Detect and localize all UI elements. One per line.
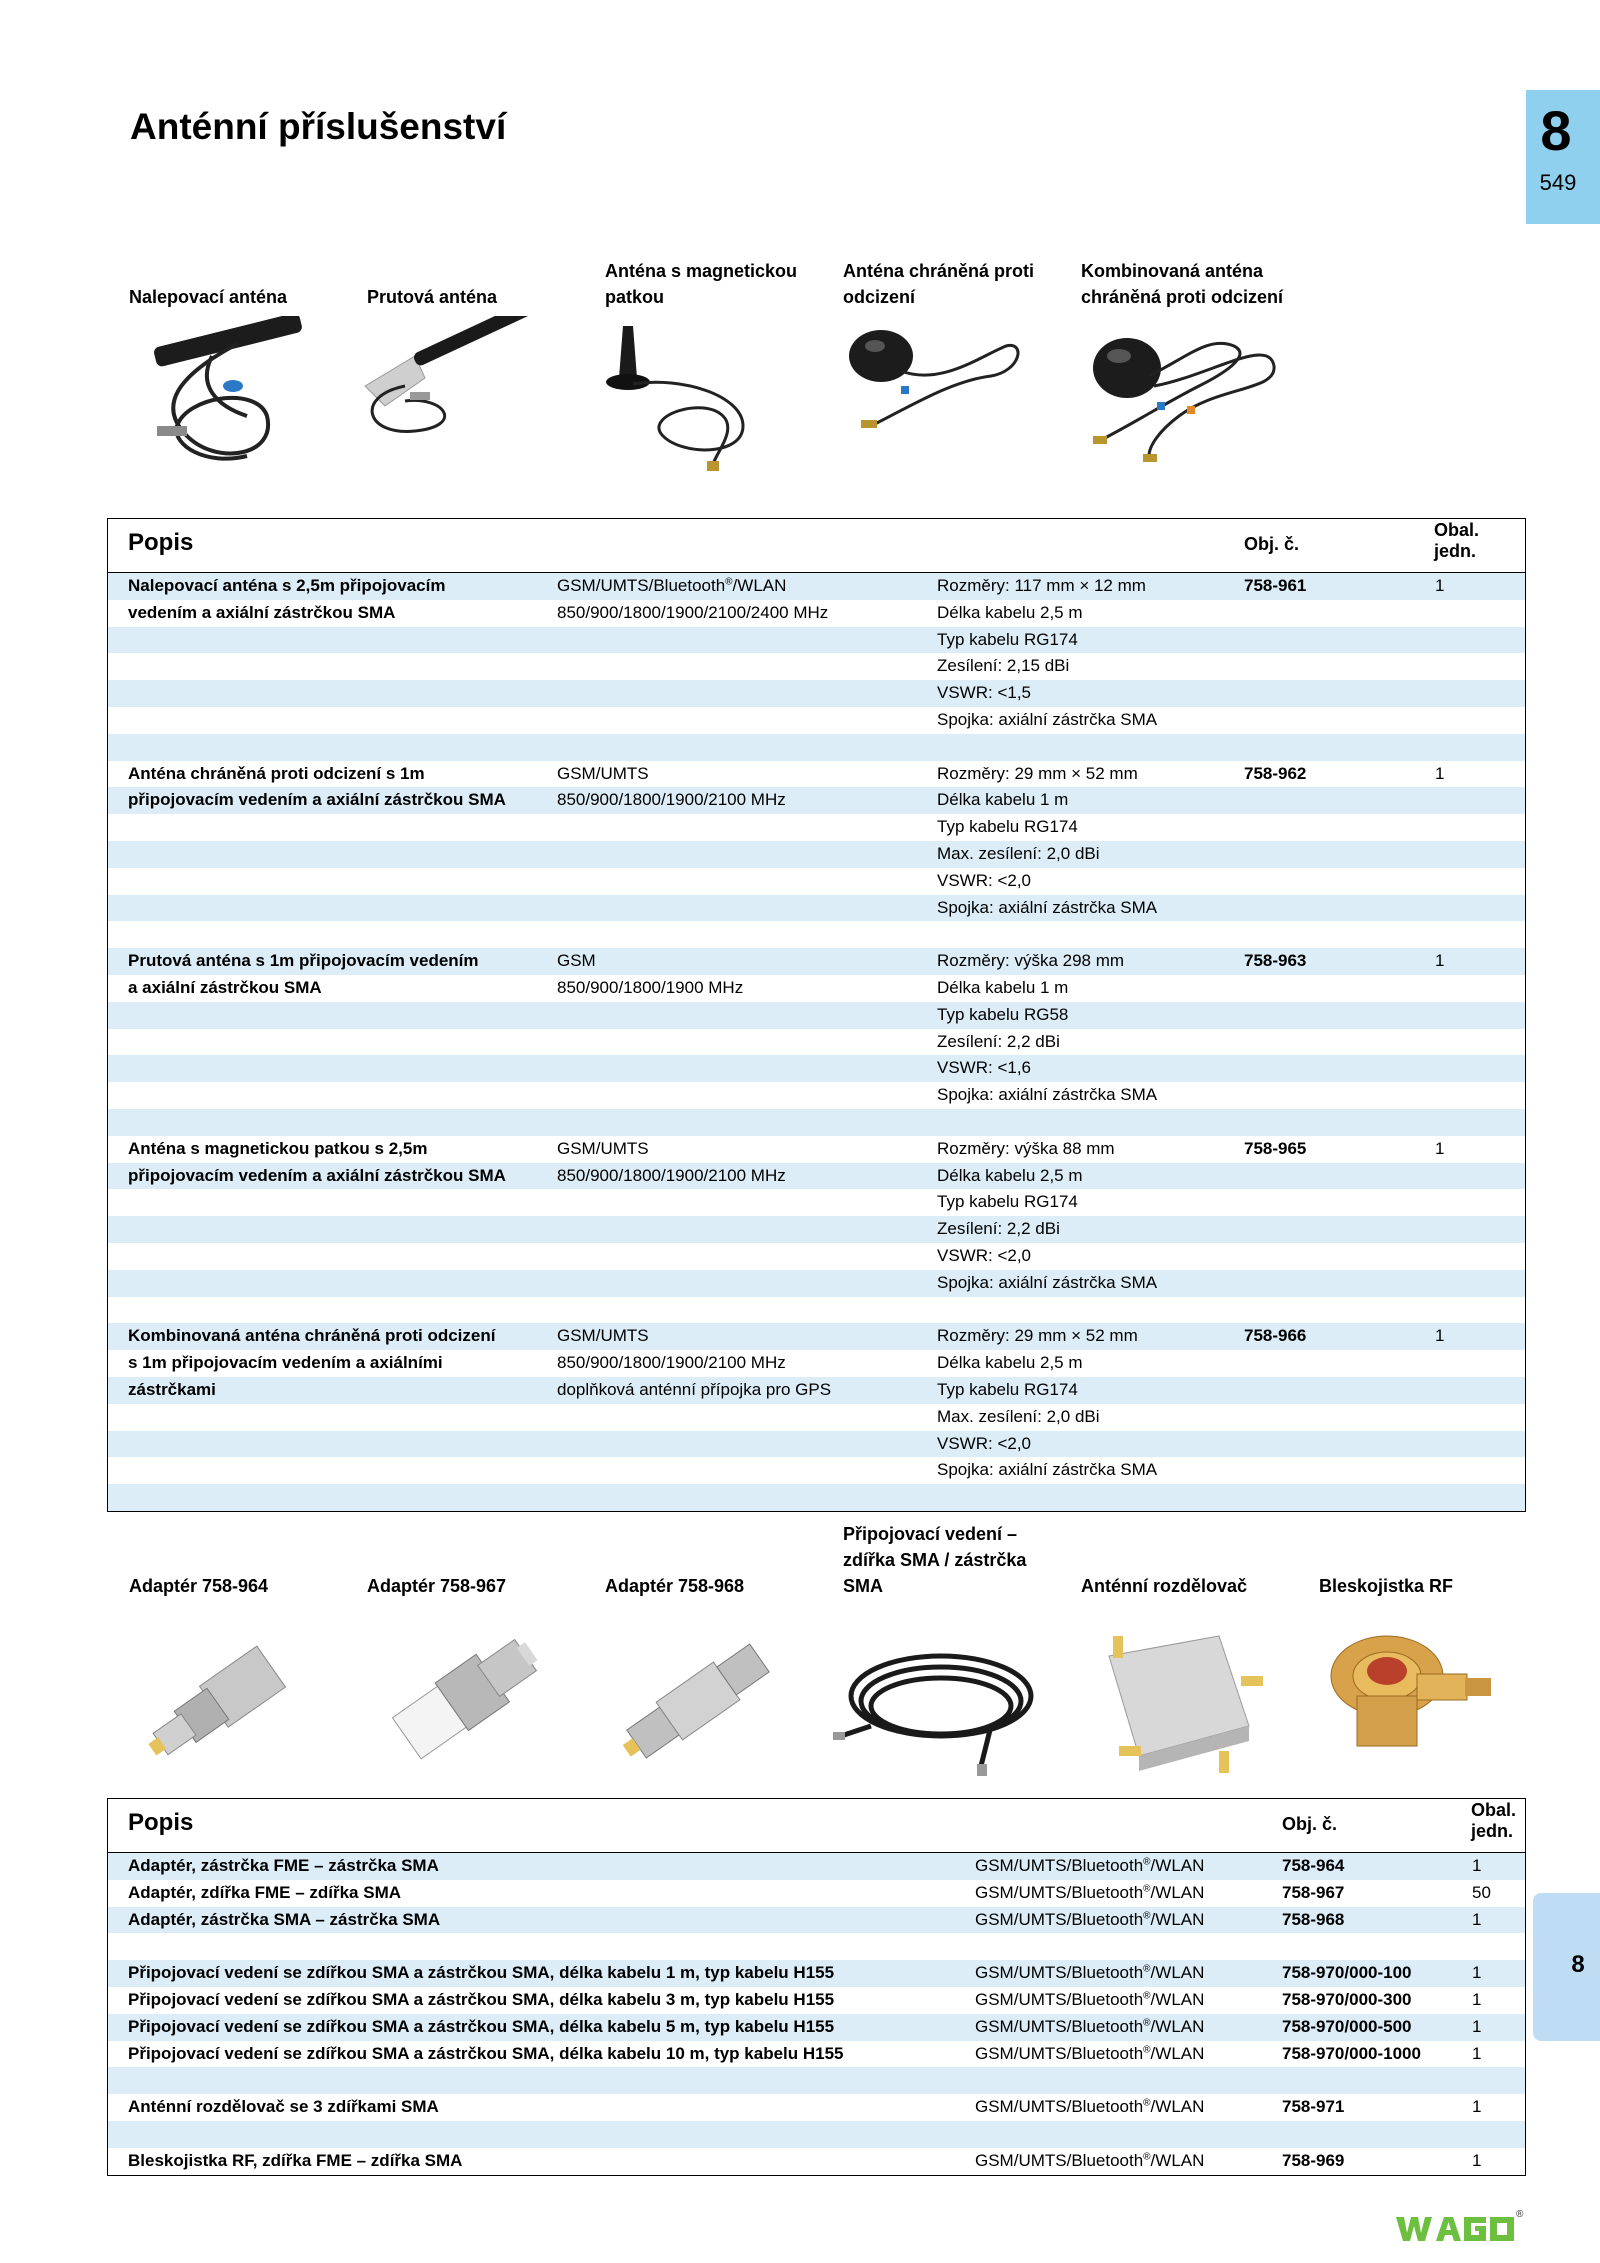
table-row	[108, 814, 1525, 841]
connecting-cable-image	[831, 1616, 1041, 1786]
description-cell: Kombinovaná anténa chráněná proti odcizení	[128, 1326, 496, 1346]
column-popis: Popis	[128, 529, 194, 556]
description-cell: Adaptér, zástrčka SMA – zástrčka SMA	[128, 1909, 441, 1929]
table-row	[108, 1484, 1525, 1511]
pack-unit-cell: 1	[1472, 2150, 1482, 2170]
frequency-cell: GSM/UMTS/Bluetooth®/WLAN	[975, 2043, 1205, 2063]
product-label: Adaptér 758-964	[129, 1576, 269, 1596]
table-row	[108, 1243, 1525, 1270]
table-row	[108, 1189, 1525, 1216]
specification-cell: Typ kabelu RG174	[937, 629, 1078, 649]
accessory-table	[107, 1798, 1526, 2176]
page-title: Anténní příslušenství	[130, 106, 507, 147]
pack-unit-cell: 50	[1472, 1882, 1491, 1902]
product-label: Anténní rozdělovač	[1081, 1576, 1248, 1596]
specification-cell: VSWR: <2,0	[937, 870, 1032, 890]
antenna-table	[107, 518, 1526, 1512]
table-row	[108, 1350, 1525, 1377]
specification-cell: Rozměry: výška 88 mm	[937, 1138, 1115, 1158]
frequency-cell: GSM/UMTS/Bluetooth®/WLAN	[975, 1909, 1205, 1929]
adapter-964-image	[117, 1616, 327, 1786]
theft-protected-antenna-image	[831, 316, 1041, 476]
description-cell: Prutová anténa s 1m připojovacím vedením	[128, 951, 479, 971]
order-number-cell: 758-966	[1244, 1326, 1307, 1346]
description-cell: Připojovací vedení se zdířkou SMA a zástrčkou SMA, délka kabelu 5 m, typ kabelu H155	[128, 2016, 835, 2036]
product-theft-protected-antenna	[821, 244, 1046, 482]
chapter-number: 8	[1540, 99, 1572, 162]
column-pack-unit: Obal. jedn.	[1434, 520, 1480, 561]
specification-cell: Rozměry: 29 mm × 52 mm	[937, 763, 1138, 783]
product-label: Anténa s magnetickou patkou	[605, 261, 798, 307]
description-cell: Nalepovací anténa s 2,5m připojovacím	[128, 576, 446, 595]
specification-cell: Spojka: axiální zástrčka SMA	[937, 1272, 1158, 1292]
frequency-cell: GSM/UMTS	[557, 1326, 649, 1346]
specification-cell: Délka kabelu 2,5 m	[937, 602, 1083, 622]
frequency-cell: 850/900/1800/1900 MHz	[557, 977, 744, 997]
product-adapter-964	[107, 1526, 332, 1794]
product-label: Připojovací vedení – zdířka SMA / zástrčka SMA	[843, 1524, 1027, 1596]
specification-cell: Délka kabelu 1 m	[937, 790, 1069, 810]
table-row	[108, 1431, 1525, 1458]
column-popis: Popis	[128, 1809, 194, 1836]
specification-cell: Zesílení: 2,2 dBi	[937, 1031, 1060, 1051]
table-row	[108, 1457, 1525, 1484]
table-body	[108, 573, 1525, 1511]
table-row	[108, 787, 1525, 814]
description-cell: zástrčkami	[128, 1379, 216, 1399]
table-row	[108, 1055, 1525, 1082]
table-row	[108, 1270, 1525, 1297]
adapter-968-image	[593, 1616, 803, 1786]
table-row	[108, 841, 1525, 868]
order-number-cell: 758-961	[1244, 576, 1307, 595]
description-cell: Anténní rozdělovač se 3 zdířkami SMA	[128, 2097, 439, 2117]
combined-antenna-image	[1069, 316, 1279, 476]
pack-unit-cell: 1	[1472, 2097, 1482, 2117]
wago-logo	[1394, 2207, 1529, 2247]
product-connecting-cable	[821, 1526, 1046, 1794]
specification-cell: Typ kabelu RG174	[937, 1192, 1078, 1212]
table-row	[108, 627, 1525, 654]
product-adapter-967	[345, 1526, 570, 1794]
frequency-cell: GSM/UMTS/Bluetooth®/WLAN	[975, 1989, 1205, 2009]
column-order-number: Obj. č.	[1244, 534, 1300, 554]
order-number-cell: 758-970/000-1000	[1282, 2043, 1421, 2063]
description-cell: Adaptér, zástrčka FME – zástrčka SMA	[128, 1856, 439, 1875]
frequency-cell: 850/900/1800/1900/2100/2400 MHz	[557, 602, 829, 622]
specification-cell: Rozměry: 117 mm × 12 mm	[937, 576, 1146, 595]
description-cell: a axiální zástrčkou SMA	[128, 977, 322, 997]
order-number-cell: 758-969	[1282, 2150, 1345, 2170]
table-row	[108, 680, 1525, 707]
table-row	[108, 1960, 1525, 1987]
product-combined-antenna	[1059, 244, 1284, 482]
table-body	[108, 1853, 1525, 2175]
table-row	[108, 600, 1525, 627]
table-row	[108, 921, 1525, 948]
frequency-cell: GSM/UMTS/Bluetooth®/WLAN	[975, 1856, 1205, 1875]
table-row	[108, 948, 1525, 975]
pack-unit-cell: 1	[1435, 951, 1445, 971]
product-rf-surge-protector	[1297, 1526, 1522, 1794]
specification-cell: Rozměry: výška 298 mm	[937, 951, 1125, 971]
rf-surge-protector-image	[1307, 1616, 1517, 1786]
product-label: Kombinovaná anténa chráněná proti odcizení	[1081, 261, 1284, 307]
product-adapter-968	[583, 1526, 808, 1794]
side-chapter-tab	[1533, 1893, 1600, 2041]
table-row	[108, 2094, 1525, 2121]
rod-antenna-image	[355, 316, 565, 476]
table-row	[108, 2148, 1525, 2175]
specification-cell: Spojka: axiální zástrčka SMA	[937, 1460, 1158, 1480]
frequency-cell: GSM/UMTS/Bluetooth®/WLAN	[975, 2016, 1205, 2036]
description-cell: Anténa s magnetickou patkou s 2,5m	[128, 1138, 428, 1158]
table-row	[108, 975, 1525, 1002]
specification-cell: Max. zesílení: 2,0 dBi	[937, 1406, 1100, 1426]
pack-unit-cell: 1	[1435, 763, 1445, 783]
side-chapter-number: 8	[1571, 1951, 1585, 1978]
frequency-cell: 850/900/1800/1900/2100 MHz	[557, 1165, 786, 1185]
description-cell: Připojovací vedení se zdířkou SMA a zástrčkou SMA, délka kabelu 3 m, typ kabelu H155	[128, 1989, 835, 2009]
pack-unit-cell: 1	[1472, 2016, 1482, 2036]
specification-cell: Spojka: axiální zástrčka SMA	[937, 709, 1158, 729]
table-row	[108, 2121, 1525, 2148]
product-label: Adaptér 758-968	[605, 1576, 745, 1596]
table-row	[108, 1082, 1525, 1109]
frequency-cell: GSM/UMTS	[557, 1138, 649, 1158]
description-cell: připojovacím vedením a axiální zástrčkou SMA	[128, 1165, 506, 1185]
order-number-cell: 758-970/000-500	[1282, 2016, 1412, 2036]
order-number-cell: 758-963	[1244, 951, 1307, 971]
specification-cell: Délka kabelu 2,5 m	[937, 1165, 1083, 1185]
pack-unit-cell: 1	[1435, 1326, 1445, 1346]
order-number-cell: 758-967	[1282, 1882, 1345, 1902]
table-row	[108, 1163, 1525, 1190]
frequency-cell: GSM	[557, 951, 596, 971]
description-cell: Připojovací vedení se zdířkou SMA a zástrčkou SMA, délka kabelu 10 m, typ kabelu H155	[128, 2043, 844, 2063]
pack-unit-cell: 1	[1472, 1963, 1482, 1983]
table-row	[108, 1216, 1525, 1243]
table-row	[108, 1109, 1525, 1136]
description-cell: Anténa chráněná proti odcizení s 1m	[128, 763, 425, 783]
frequency-cell: GSM/UMTS/Bluetooth®/WLAN	[975, 1882, 1205, 1902]
frequency-cell: GSM/UMTS	[557, 763, 649, 783]
specification-cell: Spojka: axiální zástrčka SMA	[937, 1085, 1158, 1105]
product-label: Prutová anténa	[367, 287, 498, 307]
product-magnetic-antenna	[583, 244, 808, 482]
specification-cell: Max. zesílení: 2,0 dBi	[937, 843, 1100, 863]
table-row	[108, 653, 1525, 680]
specification-cell: VSWR: <2,0	[937, 1245, 1032, 1265]
order-number-cell: 758-962	[1244, 763, 1307, 783]
pack-unit-cell: 1	[1435, 576, 1445, 595]
specification-cell: Zesílení: 2,2 dBi	[937, 1219, 1060, 1239]
pack-unit-cell: 1	[1472, 1909, 1482, 1929]
product-label: Bleskojistka RF	[1319, 1576, 1454, 1596]
order-number-cell: 758-971	[1282, 2097, 1345, 2117]
description-cell: Bleskojistka RF, zdířka FME – zdířka SMA	[128, 2150, 463, 2170]
specification-cell: Délka kabelu 2,5 m	[937, 1353, 1083, 1373]
specification-cell: Zesílení: 2,15 dBi	[937, 656, 1070, 676]
frequency-cell: 850/900/1800/1900/2100 MHz	[557, 1353, 786, 1373]
pack-unit-cell: 1	[1472, 1989, 1482, 2009]
product-antenna-splitter	[1059, 1526, 1284, 1794]
chapter-tab	[1526, 90, 1600, 224]
order-number-cell: 758-968	[1282, 1909, 1345, 1929]
column-pack-unit: Obal. jedn.	[1471, 1800, 1517, 1841]
frequency-cell: 850/900/1800/1900/2100 MHz	[557, 790, 786, 810]
table-row	[108, 1404, 1525, 1431]
product-label: Nalepovací anténa	[129, 287, 288, 307]
order-number-cell: 758-964	[1282, 1856, 1345, 1875]
frequency-cell: GSM/UMTS/Bluetooth®/WLAN	[975, 1963, 1205, 1983]
page-number: 549	[1539, 170, 1577, 195]
description-cell: Připojovací vedení se zdířkou SMA a zástrčkou SMA, délka kabelu 1 m, typ kabelu H155	[128, 1963, 835, 1983]
product-adhesive-antenna	[107, 244, 332, 482]
specification-cell: VSWR: <1,5	[937, 683, 1032, 703]
table-row	[108, 2014, 1525, 2041]
antenna-splitter-image	[1069, 1616, 1279, 1786]
description-cell: Adaptér, zdířka FME – zdířka SMA	[128, 1882, 402, 1902]
table-row	[108, 1853, 1525, 1880]
description-cell: s 1m připojovacím vedením a axiálními	[128, 1353, 443, 1373]
table-row	[108, 1297, 1525, 1324]
order-number-cell: 758-970/000-100	[1282, 1963, 1412, 1983]
table-row	[108, 868, 1525, 895]
column-order-number: Obj. č.	[1282, 1814, 1338, 1834]
table-row	[108, 2041, 1525, 2068]
table-row	[108, 1029, 1525, 1056]
pack-unit-cell: 1	[1435, 1138, 1445, 1158]
pack-unit-cell: 1	[1472, 1856, 1482, 1875]
frequency-cell: GSM/UMTS/Bluetooth®/WLAN	[975, 2097, 1205, 2117]
frequency-cell: GSM/UMTS/Bluetooth®/WLAN	[975, 2150, 1205, 2170]
order-number-cell: 758-965	[1244, 1138, 1307, 1158]
registered-mark: ®	[1516, 2209, 1524, 2220]
table-row	[108, 1987, 1525, 2014]
specification-cell: Délka kabelu 1 m	[937, 977, 1069, 997]
order-number-cell: 758-970/000-300	[1282, 1989, 1412, 2009]
table-row	[108, 1880, 1525, 1907]
specification-cell: Typ kabelu RG174	[937, 1379, 1078, 1399]
product-label: Adaptér 758-967	[367, 1576, 507, 1596]
description-cell: vedením a axiální zástrčkou SMA	[128, 602, 396, 622]
table-row	[108, 1136, 1525, 1163]
description-cell: připojovacím vedením a axiální zástrčkou SMA	[128, 790, 506, 810]
table-row	[108, 734, 1525, 761]
specification-cell: Typ kabelu RG174	[937, 817, 1078, 837]
specification-cell: VSWR: <1,6	[937, 1058, 1032, 1078]
table-row	[108, 1377, 1525, 1404]
table-header	[108, 1799, 1525, 1853]
table-row	[108, 761, 1525, 788]
product-label: Anténa chráněná proti odcizení	[843, 261, 1035, 307]
table-row	[108, 1907, 1525, 1934]
frequency-cell: doplňková anténní přípojka pro GPS	[557, 1379, 832, 1399]
table-row	[108, 707, 1525, 734]
specification-cell: Spojka: axiální zástrčka SMA	[937, 897, 1158, 917]
table-row	[108, 2067, 1525, 2094]
pack-unit-cell: 1	[1472, 2043, 1482, 2063]
specification-cell: VSWR: <2,0	[937, 1433, 1032, 1453]
table-row	[108, 1002, 1525, 1029]
adapter-967-image	[355, 1616, 565, 1786]
table-row	[108, 1323, 1525, 1350]
table-row	[108, 1933, 1525, 1960]
table-row	[108, 895, 1525, 922]
specification-cell: Typ kabelu RG58	[937, 1004, 1069, 1024]
adhesive-antenna-image	[117, 316, 327, 476]
table-header	[108, 519, 1525, 573]
magnetic-antenna-image	[593, 316, 803, 476]
specification-cell: Rozměry: 29 mm × 52 mm	[937, 1326, 1138, 1346]
product-rod-antenna	[345, 244, 570, 482]
frequency-cell: GSM/UMTS/Bluetooth®/WLAN	[557, 576, 787, 595]
table-row	[108, 573, 1525, 600]
